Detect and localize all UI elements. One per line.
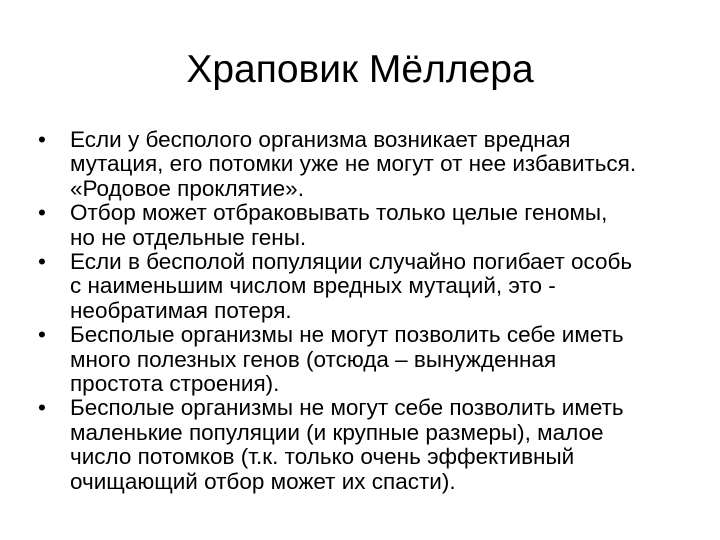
bullet-dot-icon: • (38, 200, 46, 226)
bullet-line: Если в бесполой популяции случайно погибает особь (70, 249, 633, 275)
bullet-item (38, 323, 688, 396)
slide-title: Храповик Мёллера (186, 48, 534, 91)
bullet-item (38, 396, 688, 494)
bullet-list (38, 128, 688, 494)
bullet-line: мутация, его потомки уже не могут от нее избавиться. (70, 151, 637, 177)
bullet-line: много полезных генов (отсюда – вынужденная (70, 346, 557, 372)
bullet-line: очищающий отбор может их спасти). (70, 468, 456, 494)
bullet-item (38, 250, 688, 323)
bullet-line: Бесполые организмы не могут позволить себе иметь (70, 322, 624, 348)
bullet-text (70, 250, 688, 323)
bullet-dot-icon: • (38, 249, 46, 275)
bullet-line: Бесполые организмы не могут себе позволить иметь (70, 395, 624, 421)
bullet-item (38, 128, 688, 201)
bullet-line: Если у бесполого организма возникает вредная (70, 127, 571, 152)
bullet-line: простота строения). (70, 371, 280, 397)
bullet-dot-icon: • (38, 395, 46, 421)
bullet-text (70, 128, 688, 201)
bullet-item (38, 201, 688, 250)
bullet-line: Отбор может отбраковывать только целые геномы, (70, 200, 608, 226)
bullet-text (70, 323, 688, 396)
bullet-line: необратимая потеря. (70, 297, 292, 323)
bullet-line: с наименьшим числом вредных мутаций, это - (70, 273, 556, 299)
bullet-line: но не отдельные гены. (70, 224, 307, 250)
bullet-line: «Родовое проклятие». (70, 175, 304, 201)
bullet-line: число потомков (т.к. только очень эффективный (70, 444, 575, 470)
bullet-dot-icon: • (38, 127, 46, 152)
bullet-text (70, 201, 688, 250)
bullet-dot-icon: • (38, 322, 46, 348)
bullet-text (70, 396, 688, 494)
bullet-line: маленькие популяции (и крупные размеры), малое (70, 419, 604, 445)
